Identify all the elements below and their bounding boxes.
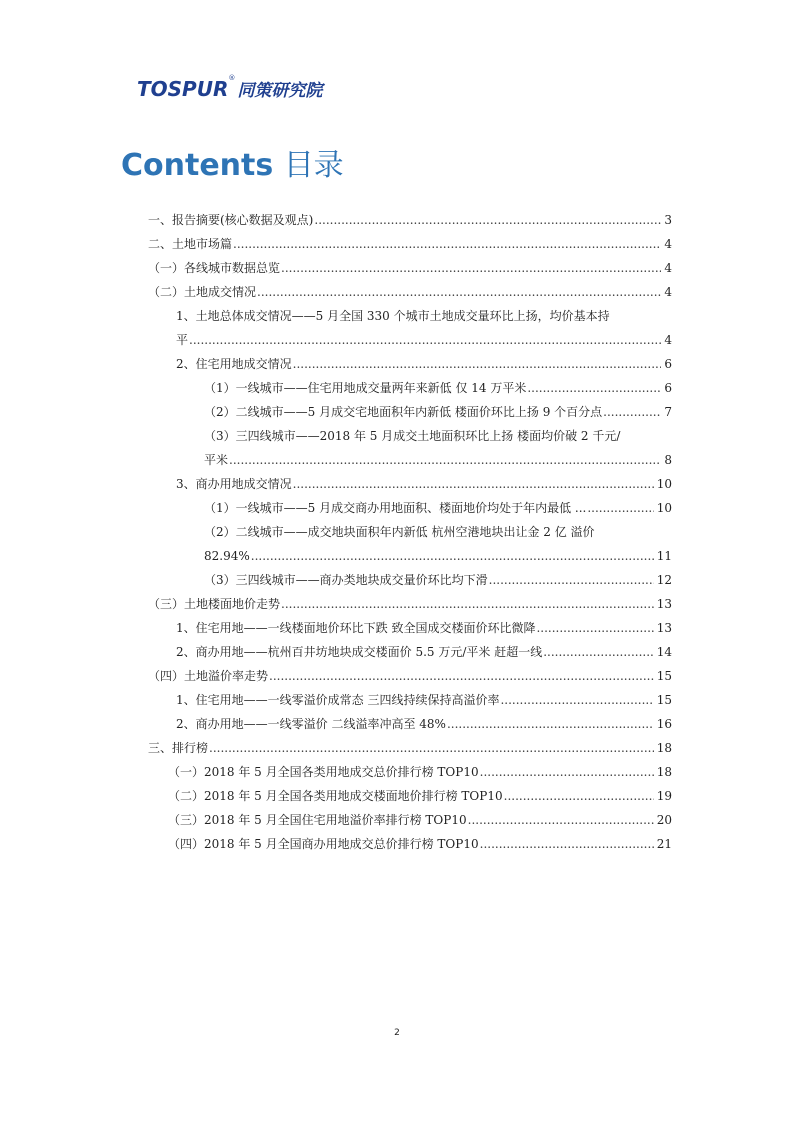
toc-entry[interactable]	[176, 620, 672, 636]
toc-entry[interactable]	[176, 692, 672, 708]
page-title-en: Contents	[121, 148, 274, 183]
toc-entry-page: 4	[664, 333, 672, 347]
toc-entry[interactable]	[176, 716, 672, 732]
toc-entry-page: 12	[656, 573, 672, 587]
toc-entry-label-line1[interactable]: （3）三四线城市——2018 年 5 月成交土地面积环比上扬 楼面均价破 2 千元/	[204, 429, 621, 443]
toc-entry-label: （二）2018 年 5 月全国各类用地成交楼面地价排行榜 TOP10	[168, 789, 503, 803]
toc-leader-dots	[257, 284, 661, 300]
toc-entry-page: 4	[664, 261, 672, 275]
toc-leader-dots	[251, 548, 654, 564]
toc-entry-page: 15	[656, 669, 672, 683]
toc-entry-page: 18	[656, 741, 672, 755]
toc-entry[interactable]	[148, 668, 672, 684]
toc-entry-label: 平米	[204, 453, 229, 467]
toc-entry[interactable]	[168, 836, 672, 852]
toc-entry-label: 82.94%	[204, 549, 250, 563]
toc-entry[interactable]	[176, 644, 672, 660]
toc-entry-page: 6	[664, 381, 672, 395]
toc-entry[interactable]	[204, 404, 672, 420]
toc-leader-dots	[527, 380, 661, 396]
toc-entry-label: 三、排行榜	[148, 741, 209, 755]
toc-entry[interactable]	[176, 332, 672, 348]
toc-entry-label: （一）2018 年 5 月全国各类用地成交总价排行榜 TOP10	[168, 765, 479, 779]
toc-leader-dots	[500, 692, 653, 708]
toc-entry-page: 20	[656, 813, 672, 827]
toc-entry-label-line1[interactable]: （2）二线城市——成交地块面积年内新低 杭州空港地块出让金 2 亿 溢价	[204, 525, 595, 539]
toc-entry-label: 平	[176, 333, 189, 347]
toc-leader-dots	[229, 452, 661, 468]
toc-entry-page: 19	[656, 789, 672, 803]
toc-entry-label: 二、土地市场篇	[148, 237, 233, 251]
toc-entry[interactable]	[176, 476, 672, 492]
toc-entry-page: 3	[664, 213, 672, 227]
toc-entry-label: （二）土地成交情况	[148, 285, 257, 299]
toc-entry-label: 2、商办用地——一线零溢价 二线溢率冲高至 48%	[176, 717, 446, 731]
toc-entry[interactable]	[204, 452, 672, 468]
toc-entry[interactable]	[204, 548, 672, 564]
toc-entry[interactable]	[204, 572, 672, 588]
toc-entry[interactable]	[168, 812, 672, 828]
toc-entry[interactable]	[148, 236, 672, 252]
toc-entry-page: 13	[656, 621, 672, 635]
toc-entry-page: 13	[656, 597, 672, 611]
page-title	[121, 140, 344, 184]
toc-entry[interactable]	[176, 356, 672, 372]
logo-text-en: TOSPUR	[137, 76, 229, 101]
toc-leader-dots	[269, 668, 654, 684]
toc-entry-page: 7	[664, 405, 672, 419]
toc-entry-label: 2、商办用地——杭州百井坊地块成交楼面价 5.5 万元/平米 赶超一线	[176, 645, 543, 659]
toc-entry[interactable]	[168, 764, 672, 780]
toc-entry-label: 3、商办用地成交情况	[176, 477, 292, 491]
toc-entry-label: （四）土地溢价率走势	[148, 669, 269, 683]
toc-leader-dots	[603, 404, 661, 420]
toc-leader-dots	[468, 812, 654, 828]
toc-entry[interactable]	[204, 500, 672, 516]
toc-entry[interactable]	[204, 380, 672, 396]
toc-entry-label: （三）土地楼面地价走势	[148, 597, 281, 611]
toc-leader-dots	[314, 212, 661, 228]
toc-leader-dots	[480, 764, 654, 780]
toc-entry-page: 14	[656, 645, 672, 659]
toc-entry-label: （四）2018 年 5 月全国商办用地成交总价排行榜 TOP10	[168, 837, 479, 851]
page-number: 2	[394, 1028, 400, 1038]
toc-entry-page: 10	[656, 477, 672, 491]
toc-entry[interactable]	[148, 284, 672, 300]
toc-entry[interactable]	[148, 740, 672, 756]
toc-leader-dots	[233, 236, 661, 252]
toc-entry-page: 15	[656, 693, 672, 707]
toc-entry-label: 一、报告摘要(核心数据及观点)	[148, 213, 314, 227]
toc-leader-dots	[543, 644, 654, 660]
toc-leader-dots	[489, 572, 654, 588]
logo-registered-mark: ®	[228, 74, 236, 82]
toc-entry-page: 6	[664, 357, 672, 371]
logo-text-cn: 同策研究院	[237, 81, 323, 101]
toc-entry-page: 21	[656, 837, 672, 851]
toc-entry-page: 8	[664, 453, 672, 467]
toc-entry[interactable]	[148, 596, 672, 612]
header-logo	[137, 76, 322, 101]
toc-entry-label: （3）三四线城市——商办类地块成交量价环比均下滑	[204, 573, 488, 587]
toc-leader-dots	[281, 260, 661, 276]
toc-entry-label: 2、住宅用地成交情况	[176, 357, 292, 371]
toc-leader-dots	[536, 620, 653, 636]
toc-entry-label-line1[interactable]: 1、土地总体成交情况——5 月全国 330 个城市土地成交量环比上扬，均价基本持	[176, 309, 610, 323]
page-title-cn: 目录	[283, 148, 344, 183]
toc-entry-label: 1、住宅用地——一线零溢价成常态 三四线持续保持高溢价率	[176, 693, 500, 707]
toc-entry-label: （2）二线城市——5 月成交宅地面积年内新低 楼面价环比上扬 9 个百分点	[204, 405, 603, 419]
toc-leader-dots	[504, 788, 654, 804]
toc-entry-label: （1）一线城市——住宅用地成交量两年来新低 仅 14 万平米	[204, 381, 527, 395]
toc-entry-page: 18	[656, 765, 672, 779]
toc-entry-page: 11	[656, 549, 672, 563]
toc-leader-dots	[209, 740, 654, 756]
toc-leader-dots	[587, 500, 653, 516]
toc-leader-dots	[480, 836, 654, 852]
toc-entry-page: 16	[656, 717, 672, 731]
toc-entry[interactable]	[148, 260, 672, 276]
toc-leader-dots	[293, 356, 662, 372]
toc-entry-page: 10	[656, 501, 672, 515]
toc-entry-label: （一）各线城市数据总览	[148, 261, 281, 275]
toc-leader-dots	[293, 476, 654, 492]
toc-entry[interactable]	[168, 788, 672, 804]
toc-entry-page: 4	[664, 285, 672, 299]
toc-entry-page: 4	[664, 237, 672, 251]
toc-entry-label: （1）一线城市——5 月成交商办用地面积、楼面地价均处于年内最低 ...	[204, 501, 587, 515]
toc-leader-dots	[281, 596, 654, 612]
toc-leader-dots	[189, 332, 661, 348]
toc-entry-label: （三）2018 年 5 月全国住宅用地溢价率排行榜 TOP10	[168, 813, 467, 827]
toc-leader-dots	[447, 716, 654, 732]
toc-entry-label: 1、住宅用地——一线楼面地价环比下跌 致全国成交楼面价环比微降	[176, 621, 536, 635]
toc-entry[interactable]	[148, 212, 672, 228]
